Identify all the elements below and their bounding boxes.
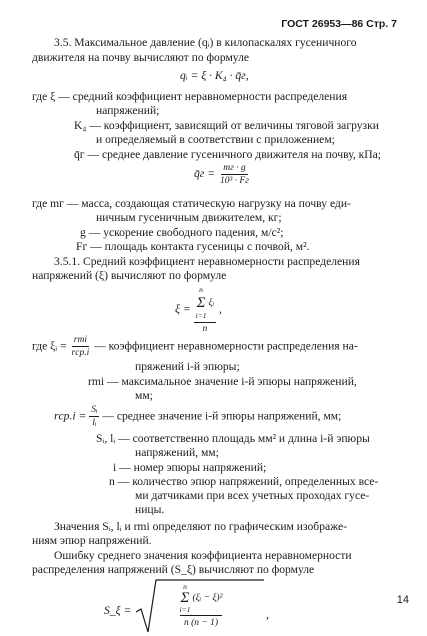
sum-icon: Σ [180, 590, 190, 606]
sum-icon: Σ [196, 295, 206, 311]
s351-where3-lhs: rср.i = [54, 409, 87, 423]
s351-where3-denominator: lᵢ [92, 418, 97, 428]
s35-where1: где ξ — средний коэффициент неравномерности распределения [32, 90, 348, 103]
s351-where6: n — количество эпюр напряжений, определенных все- [109, 475, 379, 488]
s351-line1: 3.5.1. Средний коэффициент неравномерности распределения [54, 255, 360, 268]
s35-where2b: и определяемый в соответствии с приложением; [96, 133, 335, 146]
s351-line2: напряжений (ξ) вычисляют по формуле [32, 269, 227, 282]
formula3-lhs: S_ξ = [104, 604, 132, 617]
s35-line2: движителя на почву вычисляют по формуле [32, 51, 249, 64]
s351-where3-fraction [89, 404, 99, 429]
s35-line1: 3.5. Максимальное давление (qᵢ) в килопаскалях гусеничного [54, 36, 357, 49]
s351-where-def [32, 334, 358, 359]
s351-where2: rmi — максимальное значение i-й эпюры напряжений, [88, 375, 357, 388]
s351-where6c: ницы. [135, 503, 165, 516]
formula2-denominator: 10³ · Fг [219, 176, 249, 186]
s35-formula2 [194, 162, 251, 187]
para2-line3: Ошибку среднего значения коэффициента неравномерности [54, 549, 352, 562]
formula3-sum-bottom: i=1 [179, 605, 191, 614]
s351-where4: Sᵢ, lᵢ — соответственно площадь мм² и длина i-й эпюры [96, 432, 370, 445]
s351-formula-comma: , [218, 302, 222, 316]
s351-where-lhs: где ξᵢ = [32, 339, 67, 353]
s35-where5: g — ускорение свободного падения, м/с²; [80, 226, 284, 239]
formula2-fraction [218, 162, 251, 187]
s351-where4b: напряжений, мм; [135, 446, 219, 459]
s351-where2b: мм; [135, 389, 153, 402]
s351-formula-fraction [194, 284, 216, 335]
s351-formula [175, 284, 222, 335]
para2-line1: Значения Sᵢ, lᵢ и rmi определяют по графическим изображе- [54, 520, 348, 533]
page-header: ГОСТ 26953—86 Стр. 7 [281, 18, 397, 30]
s351-where1: — коэффициент неравномерности распределения на- [94, 339, 358, 353]
para2-line4: распределения напряжений (S_ξ) вычисляют по формуле [32, 563, 315, 576]
s351-where3-row [54, 404, 341, 429]
s351-formula-lhs: ξ = [175, 302, 191, 316]
s35-where4: где mг — масса, создающая статическую нагрузку на почву еди- [32, 197, 351, 210]
s351-sum-top: n [199, 285, 203, 294]
s35-formula: qᵢ = ξ · K₄ · q̄г, [180, 69, 249, 82]
s351-where5: i — номер эпюры напряжений; [113, 461, 267, 474]
s35-where2: K₄ — коэффициент, зависящий от величины тяговой загрузки [74, 119, 379, 132]
formula3-fraction [162, 582, 240, 628]
s351-where3-numerator: Sᵢ [91, 405, 98, 415]
formula3-numerator [180, 582, 223, 616]
s351-formula-denominator: n [202, 324, 208, 334]
s35-where3: q̄г — среднее давление гусеничного движителя на почву, кПа; [74, 148, 381, 161]
s351-sum-term: ξᵢ [208, 298, 215, 308]
s351-where-fraction [70, 334, 92, 359]
s351-formula-numerator [194, 284, 216, 323]
s351-where1b: пряжений i-й эпюры; [135, 360, 240, 373]
formula3-denominator: n (n − 1) [183, 618, 219, 628]
s35-where1b: напряжений; [96, 104, 160, 117]
formula3-term: (ξᵢ − ξ)² [192, 593, 223, 603]
formula3-sum-top: n [183, 582, 187, 591]
formula2-numerator: mг · g [223, 163, 246, 173]
s351-where6b: ми датчиками при всех учетных проходах гусе- [135, 489, 370, 502]
s35-where6: Fг — площадь контакта гусеницы с почвой, м². [76, 240, 310, 253]
formula2-lhs: q̄г = [194, 167, 216, 181]
s351-where-denominator: rср.i [71, 348, 90, 358]
page-number: 14 [396, 594, 409, 606]
formula3-comma: , [266, 608, 269, 621]
s35-where4b: ничным гусеничным движителем, кг; [96, 211, 282, 224]
s351-where-numerator: rmi [73, 335, 87, 345]
s351-where3: — среднее значение i-й эпюры напряжений, мм; [102, 409, 342, 423]
para2-line2: ниям эпюр напряжений. [32, 534, 152, 547]
s351-sum-bottom: i=1 [195, 311, 207, 320]
